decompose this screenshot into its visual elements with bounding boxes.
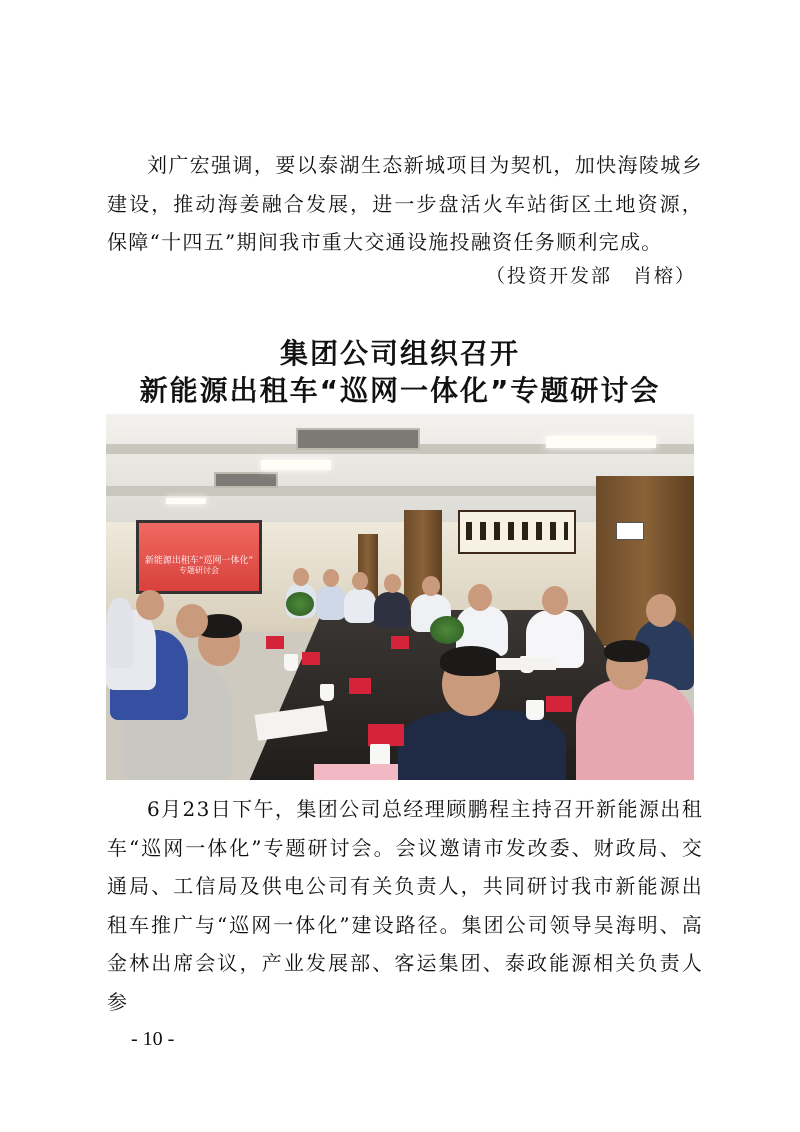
ceiling-light	[166, 498, 206, 504]
attendee	[106, 598, 134, 668]
screen-subtitle: 专题研讨会	[179, 566, 219, 575]
attendee-head	[293, 568, 309, 586]
article-title-line2: 新能源出租车“巡网一体化”专题研讨会	[139, 374, 661, 407]
article-paragraph-body: 6月23日下午，集团公司总经理顾鹏程主持召开新能源出租车“巡网一体化”专题研讨会。会议邀请市发改委、财政局、交通局、工信局及供电公司有关负责人，共同研讨我市新能源出租车推广与“巡网一体化”建设路径。集团公司领导吴海明、高金林出席会议，产业发展部、客运集团、泰政能源相关负责人参	[107, 797, 703, 1014]
meeting-photo	[106, 414, 694, 780]
projection-screen	[136, 520, 262, 594]
attendee-hair	[440, 646, 502, 676]
attendee	[316, 586, 346, 620]
attendee	[374, 592, 410, 628]
page-number: - 10 -	[131, 1028, 175, 1050]
nameplate	[391, 636, 409, 649]
attendee	[576, 679, 694, 780]
tea-cup	[320, 684, 334, 701]
ceiling-vent	[214, 472, 278, 488]
wood-panel	[596, 476, 694, 646]
table-plant	[286, 592, 314, 616]
document-paper	[314, 764, 398, 780]
table-plant	[430, 616, 464, 644]
screen-title: 新能源出租车“巡网一体化”	[144, 556, 254, 566]
attendee-head	[352, 572, 368, 590]
nameplate	[546, 696, 572, 712]
attendee-head	[384, 574, 401, 593]
ceiling-vent	[296, 428, 420, 450]
tea-cup	[284, 654, 298, 671]
calligraphy-plaque	[458, 510, 576, 554]
article-title-line1: 集团公司组织召开	[279, 337, 520, 370]
attendee-head	[542, 586, 568, 615]
attendee-hair	[604, 640, 650, 662]
attendee-head	[323, 569, 339, 587]
nameplate	[266, 636, 284, 649]
document-paper	[496, 658, 556, 670]
attendee-head	[646, 594, 676, 627]
attendee	[344, 589, 376, 623]
attendee-head	[468, 584, 492, 611]
nameplate	[368, 724, 404, 746]
nameplate	[349, 678, 371, 694]
attendee-head	[176, 604, 208, 638]
attendee-head	[422, 576, 440, 596]
wall-sign	[616, 522, 644, 540]
nameplate	[302, 652, 320, 665]
ceiling-light	[546, 436, 656, 448]
attendee	[398, 710, 566, 780]
article-byline: （投资开发部 肖榕）	[485, 265, 696, 287]
attendee-head	[136, 590, 164, 620]
article-paragraph-closing: 刘广宏强调，要以泰湖生态新城项目为契机，加快海陵城乡建设，推动海姜融合发展，进一步盘活火车站街区土地资源，保障“十四五”期间我市重大交通设施投融资任务顺利完成。	[107, 153, 703, 254]
ceiling-light	[261, 460, 331, 470]
tea-cup	[526, 700, 544, 720]
